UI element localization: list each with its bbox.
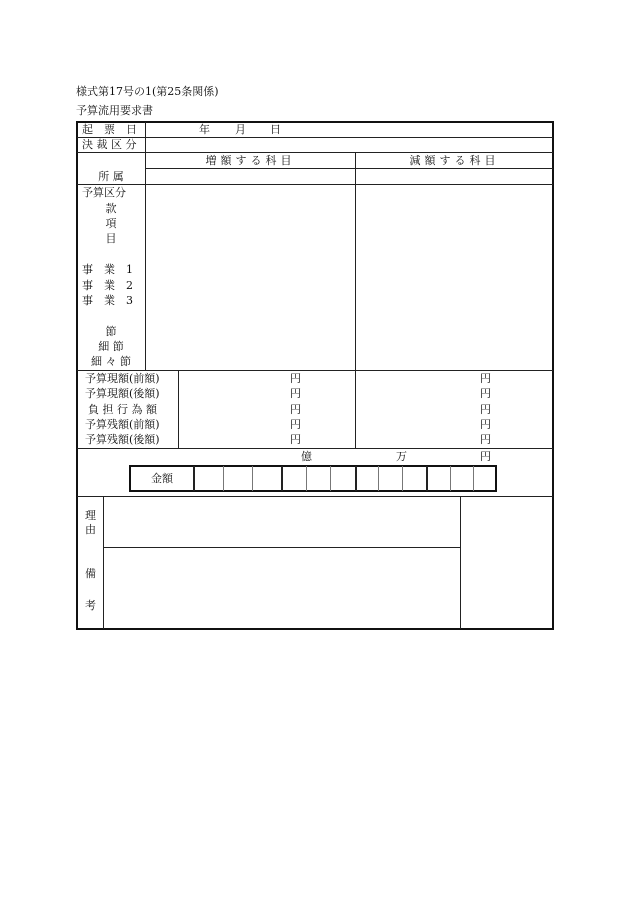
yen-unit-increase: 円 xyxy=(290,387,301,400)
amount-row-label: 予算残額(後額) xyxy=(85,433,160,446)
digit-cell-divider xyxy=(330,466,331,491)
amount-row-label: 予算現額(前額) xyxy=(85,372,160,385)
reason-label-2: 由 xyxy=(85,523,96,536)
col-divider xyxy=(178,370,179,448)
remarks-label-2: 考 xyxy=(85,599,96,612)
digit-cell-divider xyxy=(252,466,253,491)
kan-label: 款 xyxy=(105,202,117,215)
yen-unit-increase: 円 xyxy=(290,403,301,416)
col-divider xyxy=(103,496,104,629)
row-divider xyxy=(77,448,553,449)
draft-date-label: 起 票 日 xyxy=(82,123,137,136)
yen-unit-decrease: 円 xyxy=(480,418,491,431)
form-number: 様式第17号の1(第25条関係) xyxy=(76,85,219,98)
form-title: 予算流用要求書 xyxy=(76,104,153,117)
amount-row-label: 負 担 行 為 額 xyxy=(88,403,157,416)
row-divider xyxy=(77,496,553,497)
digit-cell-divider xyxy=(473,466,474,491)
unit-en: 円 xyxy=(480,450,491,463)
budget-class-label: 予算区分 xyxy=(82,186,126,199)
yen-unit-decrease: 円 xyxy=(480,433,491,446)
jigyou1-label: 事 業 1 xyxy=(82,263,133,276)
jigyou2-label: 事 業 2 xyxy=(82,279,133,292)
yen-unit-increase: 円 xyxy=(290,372,301,385)
date-year: 年 xyxy=(199,123,210,136)
digit-cell-divider xyxy=(402,466,403,491)
amount-box-label: 金額 xyxy=(151,472,173,485)
digit-cell-divider xyxy=(306,466,307,491)
setsu-label: 節 xyxy=(105,325,117,338)
row-divider xyxy=(103,547,460,548)
row-divider xyxy=(77,370,553,371)
amount-group-divider xyxy=(193,466,195,491)
row-divider xyxy=(77,152,553,153)
decision-class-label: 決 裁 区 分 xyxy=(82,138,137,151)
amount-group-divider xyxy=(426,466,428,491)
reason-label-1: 理 xyxy=(85,509,96,522)
date-month: 月 xyxy=(235,123,246,136)
affiliation-label: 所 属 xyxy=(98,170,124,183)
moku-label: 目 xyxy=(105,232,117,245)
yen-unit-decrease: 円 xyxy=(480,403,491,416)
row-divider xyxy=(145,168,553,169)
digit-cell-divider xyxy=(223,466,224,491)
kou-label: 項 xyxy=(105,217,117,230)
amount-group-divider xyxy=(281,466,283,491)
unit-man: 万 xyxy=(396,450,407,463)
increase-header: 増額する科目 xyxy=(205,154,296,167)
yen-unit-decrease: 円 xyxy=(480,372,491,385)
amount-row-label: 予算残額(前額) xyxy=(85,418,160,431)
decrease-header: 減額する科目 xyxy=(409,154,500,167)
digit-cell-divider xyxy=(378,466,379,491)
saisetsu-label: 細 節 xyxy=(98,340,124,353)
yen-unit-increase: 円 xyxy=(290,433,301,446)
row-divider xyxy=(77,184,553,185)
jigyou3-label: 事 業 3 xyxy=(82,294,133,307)
unit-oku: 億 xyxy=(301,450,312,463)
yen-unit-decrease: 円 xyxy=(480,387,491,400)
saisaisetsu-label: 細 々 節 xyxy=(91,355,131,368)
yen-unit-increase: 円 xyxy=(290,418,301,431)
digit-cell-divider xyxy=(450,466,451,491)
remarks-label-1: 備 xyxy=(85,567,96,580)
col-divider xyxy=(355,152,356,448)
amount-row-label: 予算現額(後額) xyxy=(85,387,160,400)
date-day: 日 xyxy=(270,123,281,136)
amount-group-divider xyxy=(355,466,357,491)
col-divider xyxy=(460,496,461,629)
row-divider xyxy=(77,137,553,138)
